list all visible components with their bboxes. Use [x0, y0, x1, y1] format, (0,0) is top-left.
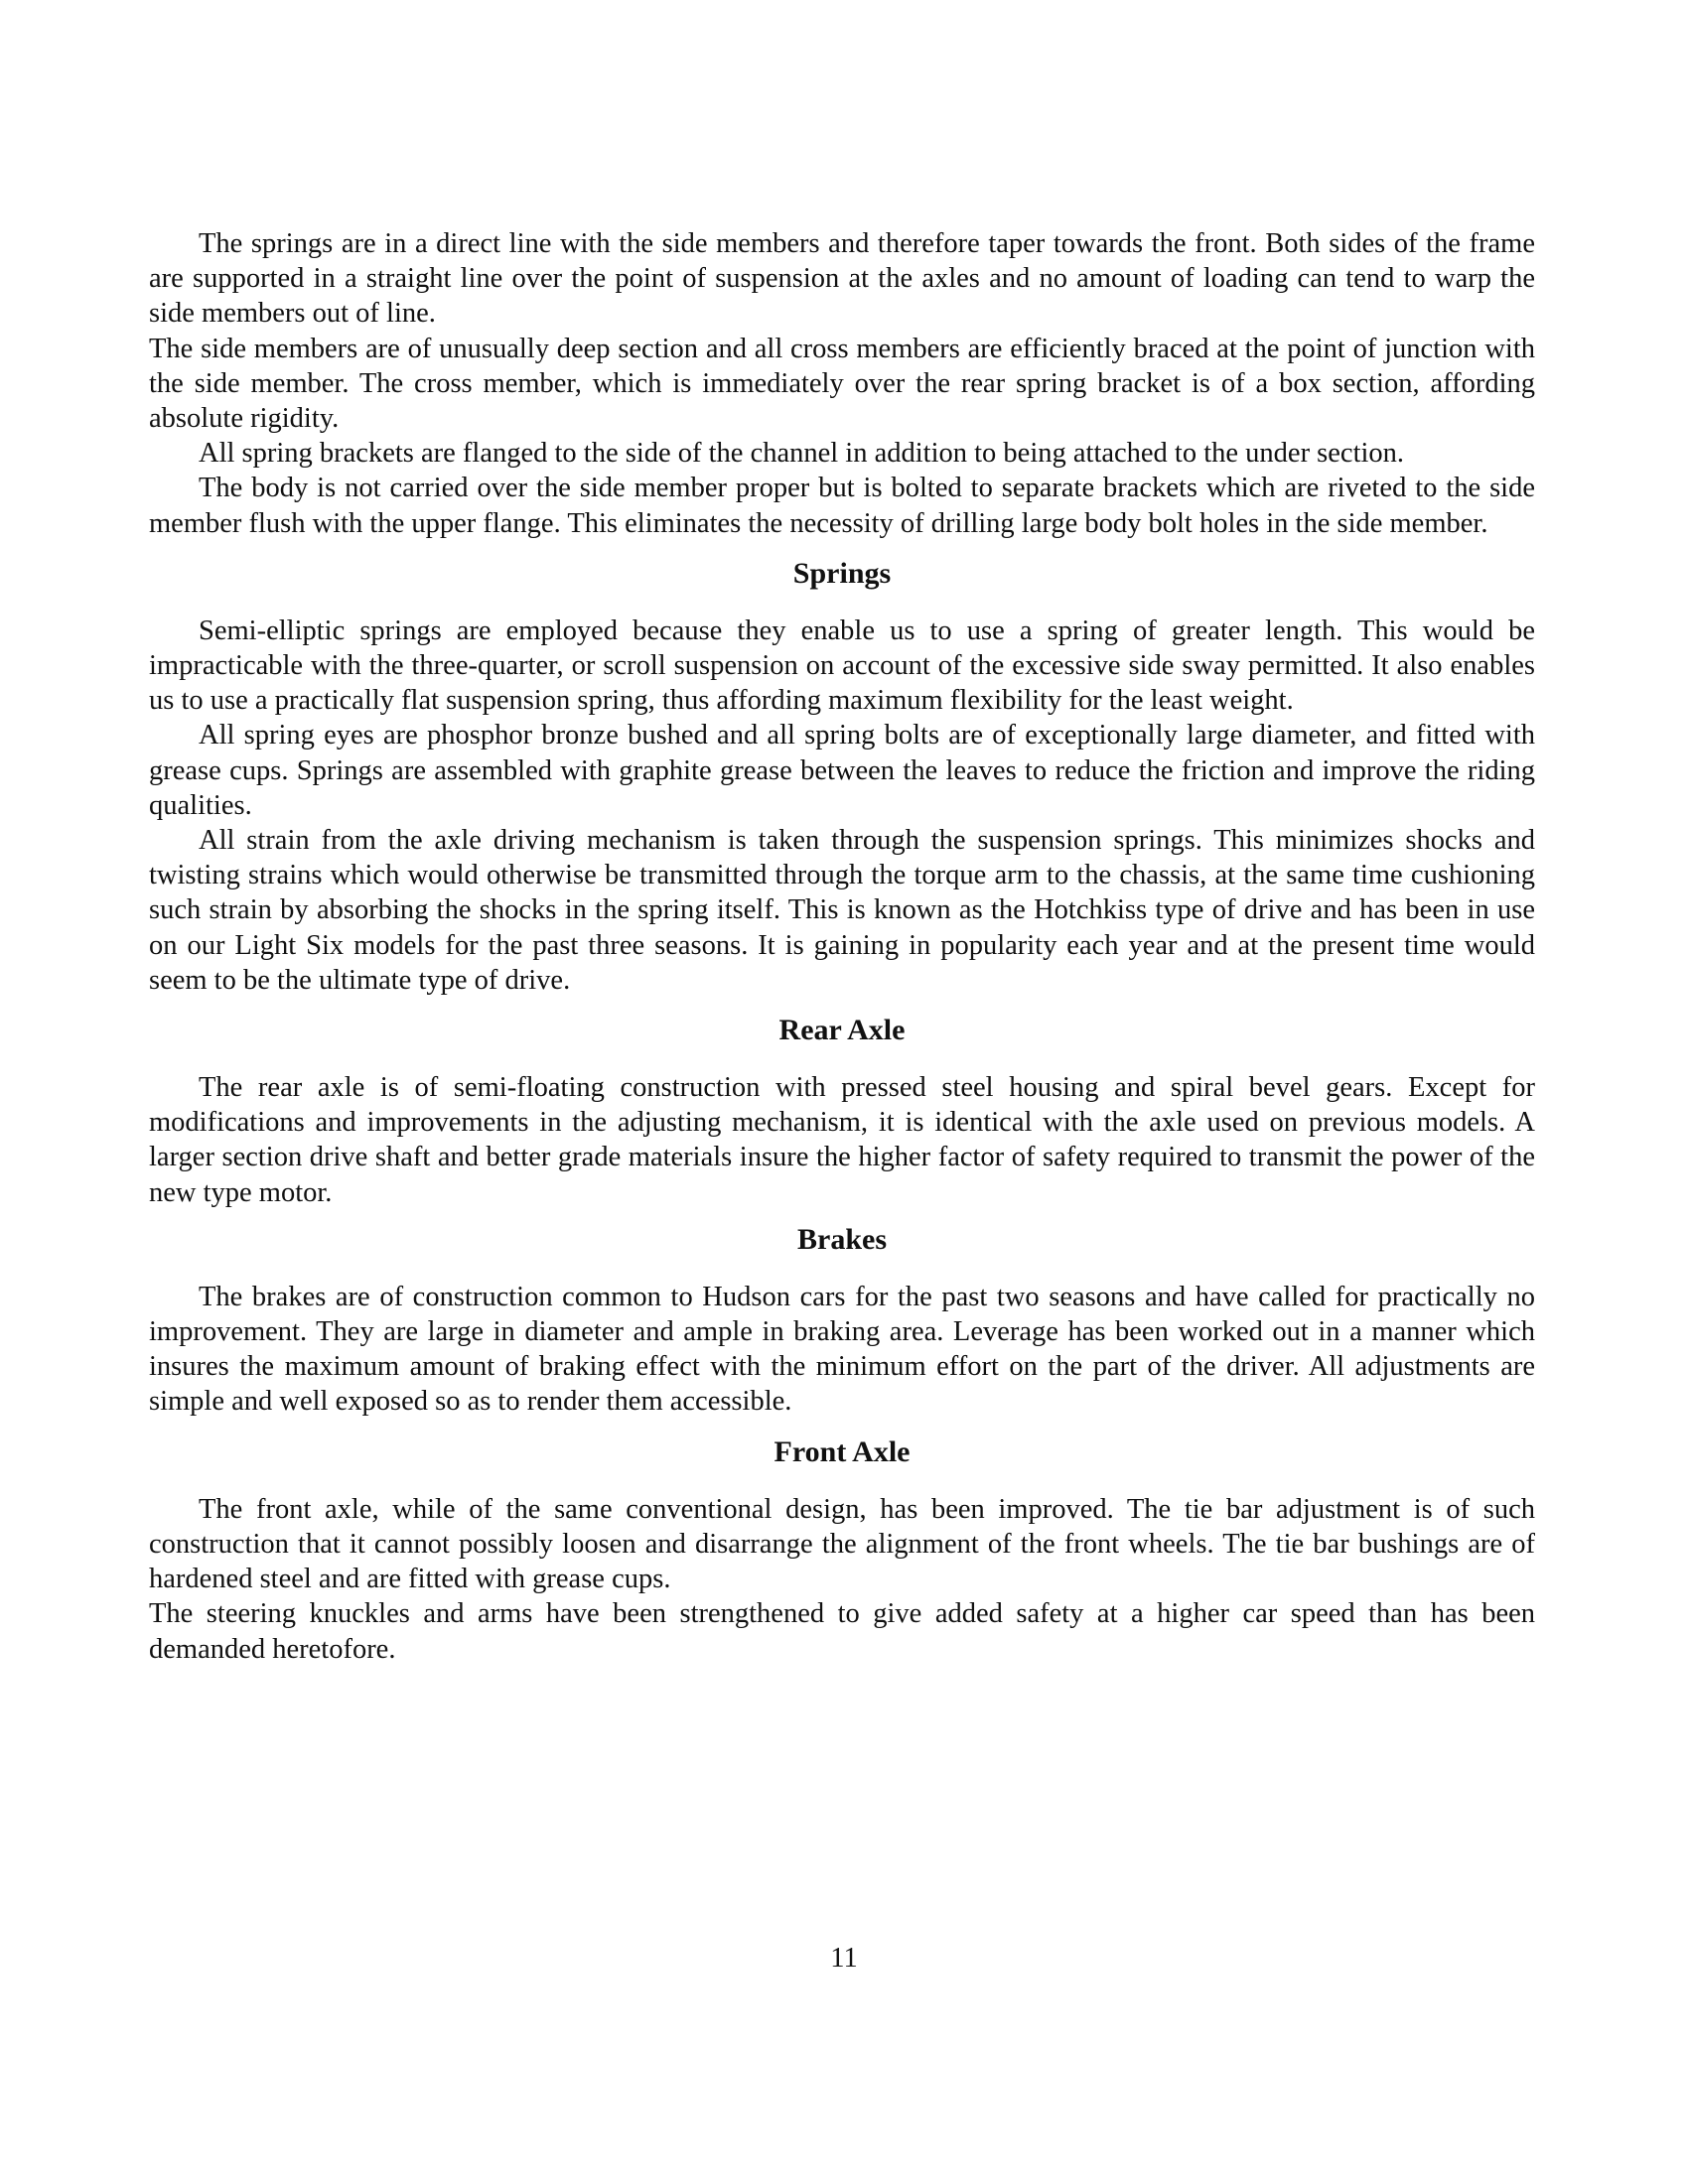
section-heading-brakes: Brakes	[797, 1222, 887, 1256]
section-heading-rear-axle: Rear Axle	[778, 1014, 906, 1047]
paragraph: The springs are in a direct line with the side members and therefore taper towards the front. Both sides of the frame are supported in a straight line over the point of suspension at the axles and no amount of loading can tend to warp the side members out of line.	[149, 228, 1535, 330]
paragraph: All spring eyes are phosphor bronze bushed and all spring bolts are of exceptionally large diameter, and fitted with grease cups. Springs are assembled with graphite grease between the leaves to reduce the friction and improve the riding qualities.	[149, 720, 1535, 821]
paragraph: The brakes are of construction common to Hudson cars for the past two seasons and have called for practically no improvement. They are large in diameter and ample in braking area. Leverage has been worked out in a manner which insures the maximum amount of braking effect with the minimum effort on the part of the driver. All adjustments are simple and well exposed so as to render them accessible.	[149, 1281, 1535, 1418]
paragraph: The front axle, while of the same conventional design, has been improved. The tie bar adjustment is of such construction that it cannot possibly loosen and disarrange the alignment of the front wheels. The tie bar bushings are of hardened steel and are fitted with grease cups.	[149, 1493, 1535, 1595]
paragraph: The steering knuckles and arms have been strengthened to give added safety at a higher car speed than has been demanded heretofore.	[149, 1598, 1535, 1665]
paragraph: The rear axle is of semi-floating construction with pressed steel housing and spiral bevel gears. Except for modifications and improvements in the adjusting mechanism, it is identical with the axle used on previous models. A larger section drive shaft and better grade materials insure the higher factor of safety required to transmit the power of the new type motor.	[149, 1072, 1535, 1208]
paragraph: The side members are of unusually deep section and all cross members are efficiently braced at the point of junction with the side member. The cross member, which is immediately over the rear spring bracket is of a box section, affording absolute rigidity.	[149, 333, 1535, 435]
paragraph: The body is not carried over the side member proper but is bolted to separate brackets which are riveted to the side member flush with the upper flange. This eliminates the necessity of drilling large body bolt holes in the side member.	[149, 473, 1535, 539]
front-axle-section	[149, 1434, 1535, 1667]
springs-section	[149, 556, 1535, 998]
page-number: 11	[830, 1943, 858, 1974]
paragraph: All spring brackets are flanged to the side of the channel in addition to being attached to the under section.	[199, 438, 1405, 470]
section-heading-front-axle: Front Axle	[774, 1434, 911, 1468]
section-heading-springs: Springs	[792, 556, 892, 590]
rear-axle-section	[149, 1013, 1535, 1210]
paragraph: Semi-elliptic springs are employed because they enable us to use a spring of greater length. This would be impracticable with the three-quarter, or scroll suspension on account of the excessive side sway permitted. It also enables us to use a practically flat suspension spring, thus affording maximum flexibility for the least weight.	[149, 614, 1535, 717]
page-body	[149, 226, 1535, 1667]
brakes-section	[149, 1222, 1535, 1420]
paragraph: All strain from the axle driving mechanism is taken through the suspension springs. This minimizes shocks and twisting strains which would otherwise be transmitted through the torque arm to the chassis, at the same time cushioning such strain by absorbing the shocks in the spring itself. This is known as the Hotchkiss type of drive and has been in use on our Light Six models for the past three seasons. It is gaining in popularity each year and at the present time would seem to be the ultimate type of drive.	[149, 825, 1535, 996]
frame-section	[149, 226, 1535, 541]
